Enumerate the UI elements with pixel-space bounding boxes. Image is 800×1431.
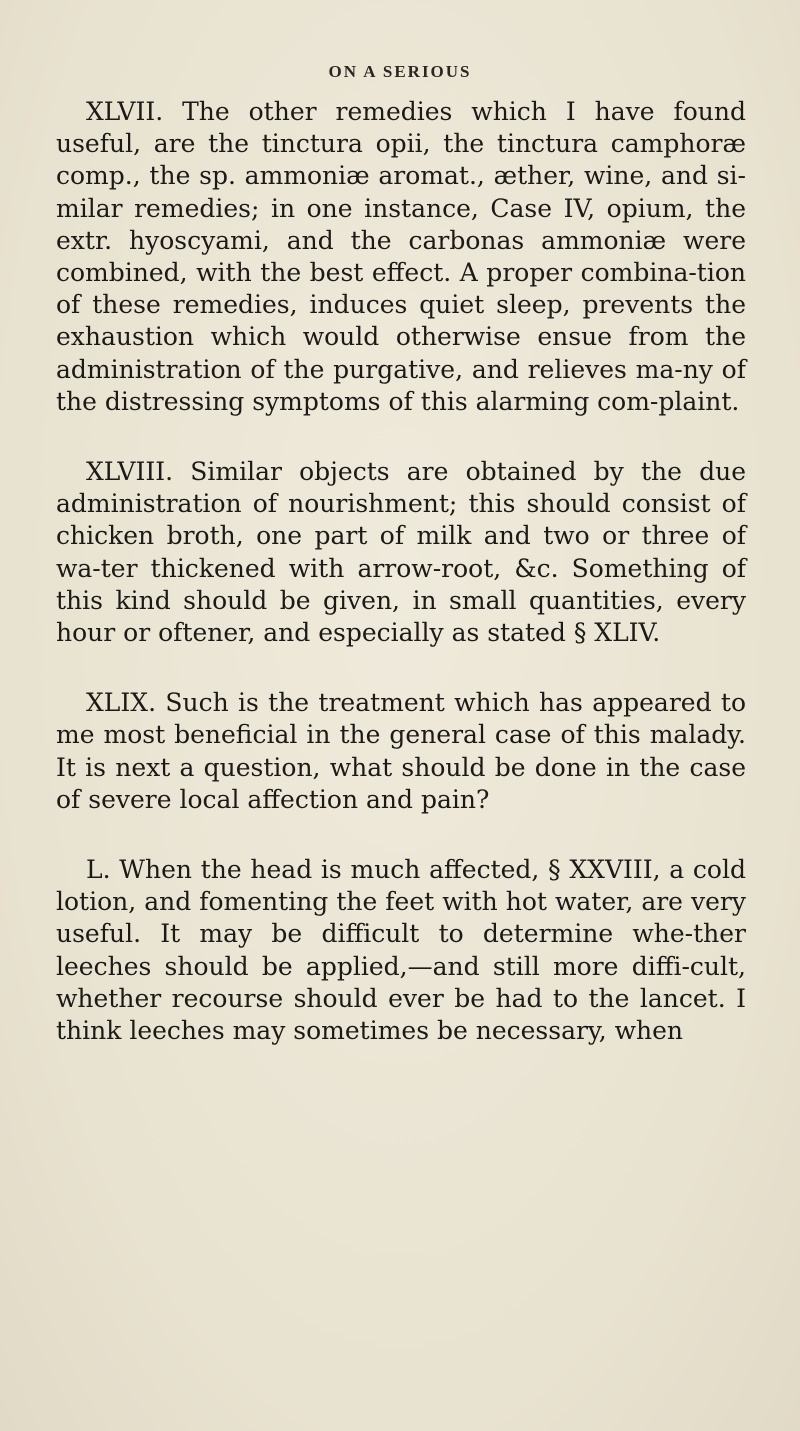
paragraph-text: Such is the treatment which has appeared to me most beneficial in the general case of this malady. It is next a question, what should be done in the case of severe local affection and pain?: [56, 688, 746, 814]
paragraph-xlvii: [56, 96, 746, 418]
paragraph-text: When the head is much affected, § XXVIII, a cold lotion, and fomenting the feet with hot water, are very useful. It may be difficult to determine whe-ther leeches should be applied,—and still more diffi-cult, whether recourse should ever be had to the lancet. I think leeches may sometimes be necessary, when: [56, 855, 746, 1046]
paragraph-text: Similar objects are obtained by the due administration of nourishment; this should consist of chicken broth, one part of milk and two or three of wa-ter thickened with arrow-root, &c. Something of this kind should be given, in small quantities, every hour or oftener, and especially as stated § XLIV.: [56, 457, 746, 648]
running-head: ON A SERIOUS: [328, 62, 472, 81]
paragraph-number: XLIX.: [86, 688, 157, 718]
paragraph-text: The other remedies which I have found useful, are the tinctura opii, the tinctura camphoræ comp., the sp. ammoniæ aromat., æther, wine, and si-milar remedies; in one instance, Case IV, opium, the extr. hyoscyami, and the carbonas ammoniæ were combined, with the best effect. A proper combina-tion of these remedies, induces quiet sleep, prevents the exhaustion which would otherwise ensue from the administration of the purgative, and relieves ma-ny of the distressing symptoms of this alarming com-plaint.: [56, 97, 746, 416]
paragraph-number: XLVIII.: [86, 457, 174, 487]
paragraph-number: XLVII.: [86, 97, 164, 126]
page-body: [56, 96, 746, 1085]
paragraph-xlviii: [56, 456, 746, 649]
paragraph-number: L.: [86, 855, 111, 885]
paragraph-xlix: [56, 687, 746, 816]
paragraph-l: [56, 854, 746, 1047]
